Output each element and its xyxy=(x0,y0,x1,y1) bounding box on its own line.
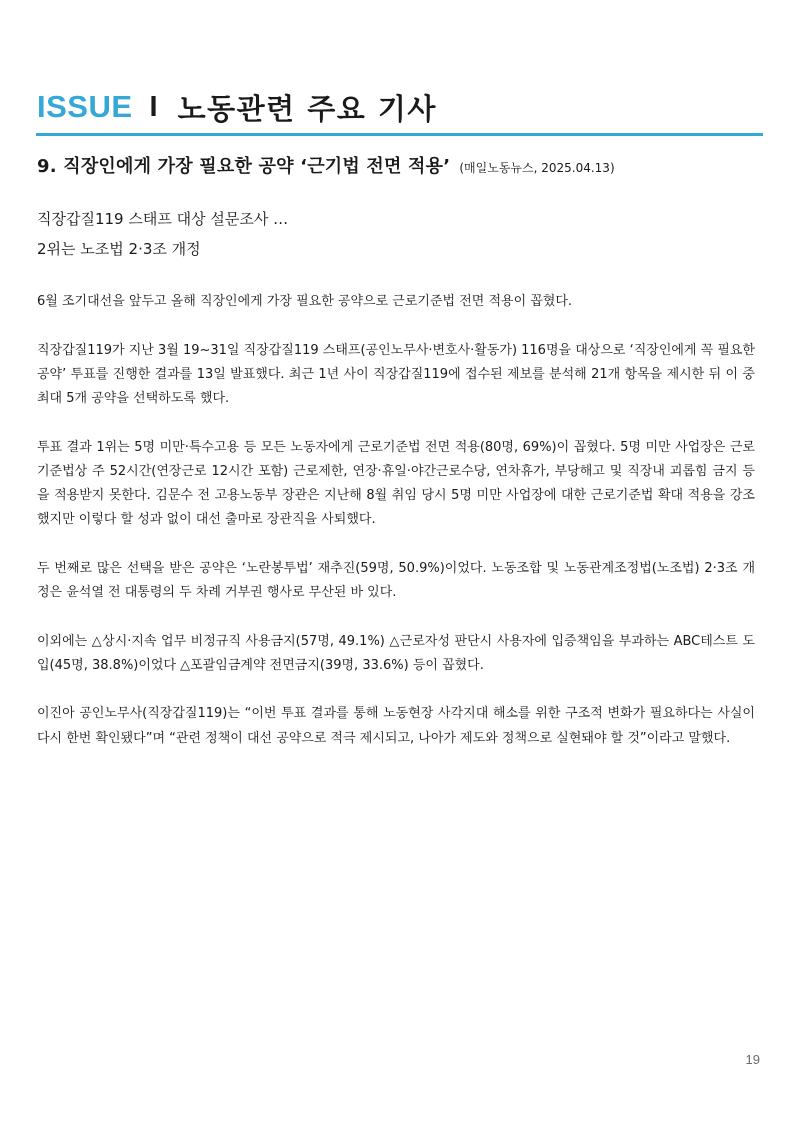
article-title: 9. 직장인에게 가장 필요한 공약 ‘근기법 전면 적용’ xyxy=(37,156,451,177)
section-header xyxy=(37,86,437,128)
article-paragraph: 투표 결과 1위는 5명 미만·특수고용 등 모든 노동자에게 근로기준법 전면 적용(80명, 69%)이 꼽혔다. 5명 미만 사업장은 근로기준법상 주 52시간(연장근로 12시간 포함) 근로제한, 연장·휴일·야간근로수당, 연차휴가, 부당해고 및 직장내 괴롭힘 금지 등을 적용받지 못한다. 김문수 전 고용노동부 장관은 지난해 8월 취임 당시 5명 미만 사업장에 대한 근로기준법 확대 적용을 강조했지만 이렇다 할 성과 없이 대선 출마로 장관직을 사퇴했다. xyxy=(37,439,755,528)
article-paragraph: 직장갑질119가 지난 3월 19~31일 직장갑질119 스태프(공인노무사·변호사·활동가) 116명을 대상으로 ‘직장인에게 꼭 필요한 공약’ 투표를 진행한 결과를 13일 발표했다. 최근 1년 사이 직장갑질119에 접수된 제보를 분석해 21개 항목을 제시한 뒤 이 중 최대 5개 공약을 선택하도록 했다. xyxy=(37,342,755,406)
article-paragraph: 두 번째로 많은 선택을 받은 공약은 ‘노란봉투법’ 재추진(59명, 50.9%)이었다. 노동조합 및 노동관계조정법(노조법) 2·3조 개정은 윤석열 전 대통령의 두 차례 거부권 행사로 무산된 바 있다. xyxy=(37,560,755,600)
issue-label: ISSUE xyxy=(37,89,133,124)
header-separator: I xyxy=(149,90,158,123)
article-paragraph: 이외에는 △상시·지속 업무 비정규직 사용금지(57명, 49.1%) △근로자성 판단시 사용자에 입증책임을 부과하는 ABC테스트 도입(45명, 38.8%)이었다 △포괄임금계약 전면금지(39명, 33.6%) 등이 꼽혔다. xyxy=(37,633,755,673)
article-subheading: 2위는 노조법 2·3조 개정 xyxy=(37,240,201,258)
article-heading xyxy=(37,152,615,178)
article-body xyxy=(37,290,755,775)
page-number: 19 xyxy=(745,1052,760,1067)
header-divider xyxy=(36,133,763,136)
article-subheading: 직장갑질119 스태프 대상 설문조사 … xyxy=(37,210,289,228)
section-title: 노동관련 주요 기사 xyxy=(177,91,437,126)
article-source: (매일노동뉴스, 2025.04.13) xyxy=(459,161,615,175)
article-paragraph: 이진아 공인노무사(직장갑질119)는 “이번 투표 결과를 통해 노동현장 사각지대 해소를 위한 구조적 변화가 필요하다는 사실이 다시 한번 확인됐다”며 “관련 정책이 대선 공약으로 적극 제시되고, 나아가 제도와 정책으로 실현돼야 할 것”이라고 말했다. xyxy=(37,706,755,746)
article-paragraph: 6월 조기대선을 앞두고 올해 직장인에게 가장 필요한 공약으로 근로기준법 전면 적용이 꼽혔다. xyxy=(37,294,573,309)
